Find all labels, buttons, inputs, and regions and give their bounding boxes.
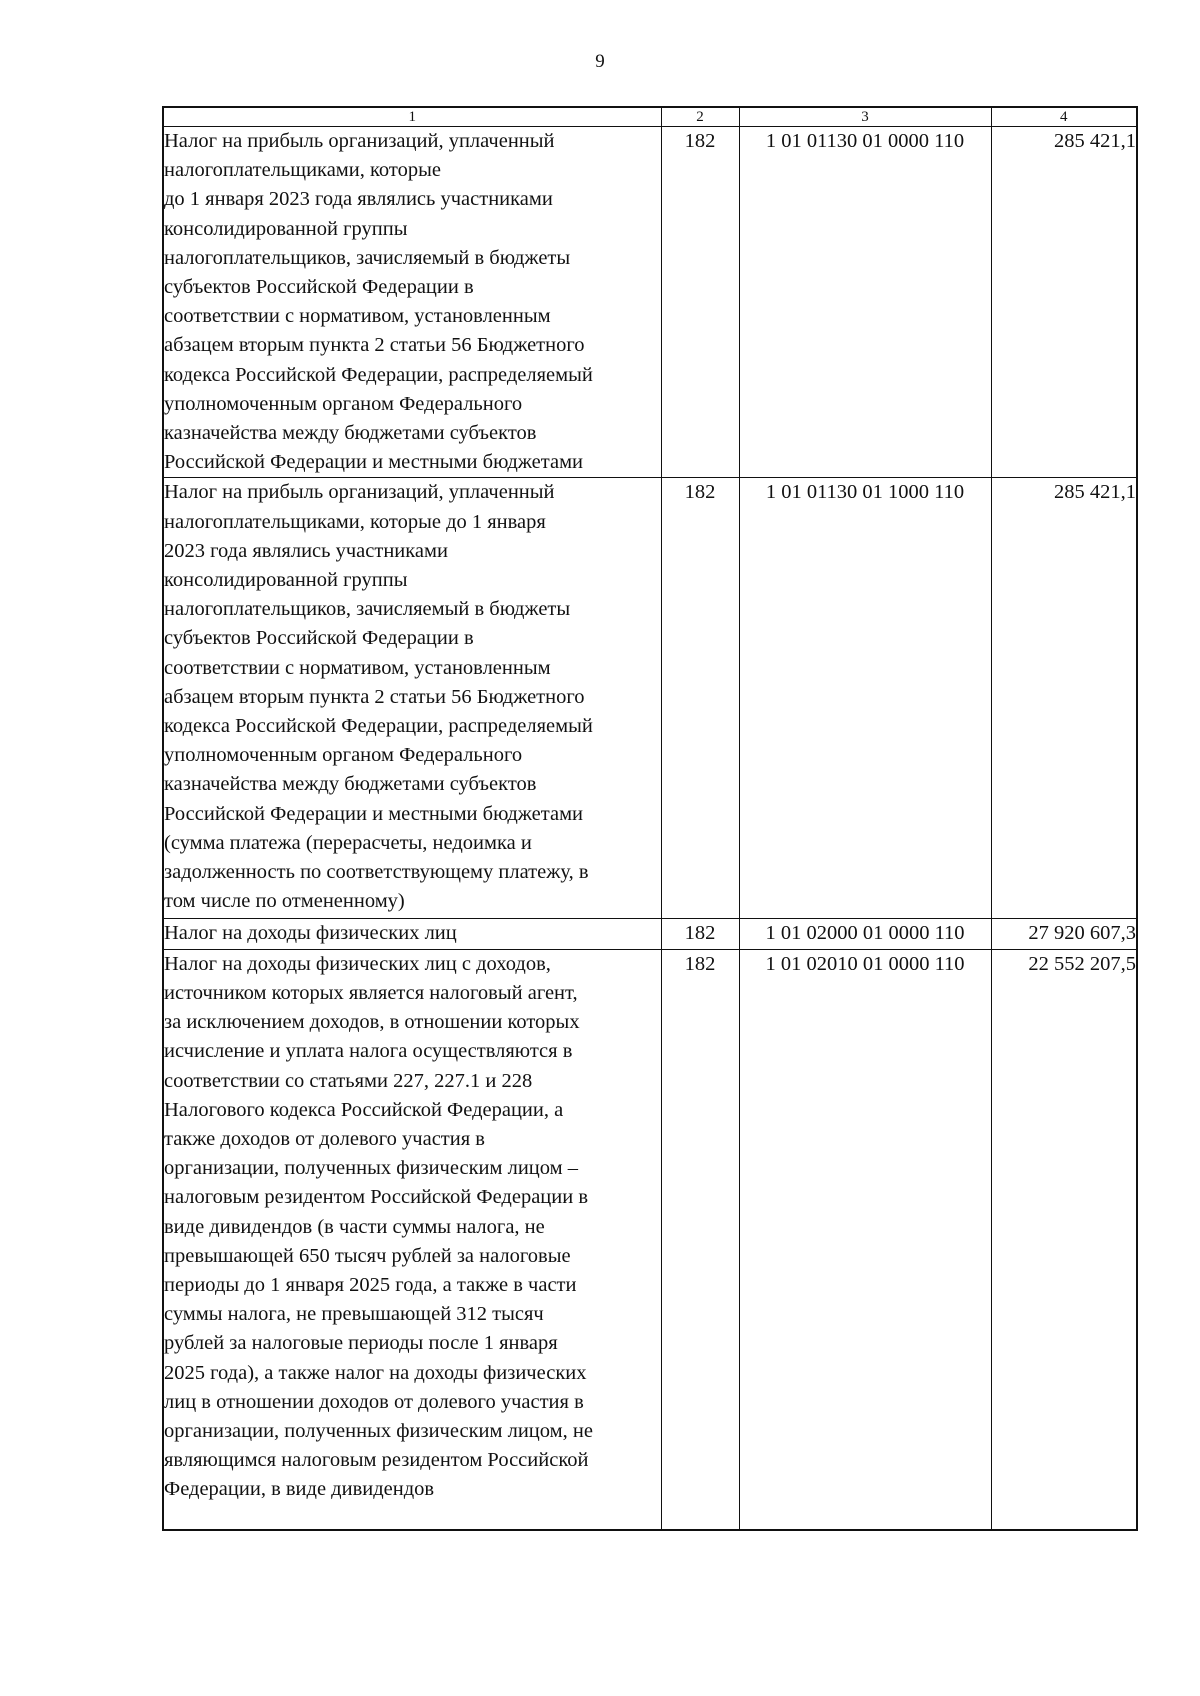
row-kbk: 1 01 02000 01 0000 110 [739, 919, 991, 949]
row-amount: 27 920 607,3 [991, 919, 1137, 949]
page-number: 9 [595, 51, 605, 72]
row-admin-code: 182 [661, 949, 739, 1529]
row-name: Налог на доходы физических лиц [163, 919, 661, 949]
row-kbk: 1 01 02010 01 0000 110 [739, 949, 991, 1529]
table-row [163, 919, 1137, 949]
row-admin-code: 182 [661, 127, 739, 478]
row-amount: 285 421,1 [991, 478, 1137, 919]
table-header-row [163, 107, 1137, 127]
header-col-amount: 4 [991, 107, 1137, 127]
row-name: Налог на доходы физических лиц с доходов, источником которых является налоговый агент, за исключением доходов, в отношении которых исчисление и уплата налога осуществляются в соответствии со статьями 227, 227.1 и 228 Налогового кодекса Российской Федерации, а также доходов от долевого участия в организации, полученных физическим лицом – налоговым резидентом Российской Федерации в виде дивидендов (в части суммы налога, не превышающей 650 тысяч рублей за налоговые периоды до 1 января 2025 года, а также в части суммы налога, не превышающей 312 тысяч рублей за налоговые периоды после 1 января 2025 года), а также налог на доходы физических лиц в отношении доходов от долевого участия в организации, полученных физическим лицом, не являющимся налоговым резидентом Российской Федерации, в виде дивидендов [163, 949, 661, 1529]
row-kbk: 1 01 01130 01 0000 110 [739, 127, 991, 478]
table-row [163, 127, 1137, 478]
header-col-kbk: 3 [739, 107, 991, 127]
table-row [163, 478, 1137, 919]
budget-revenue-table [162, 106, 1138, 1531]
row-name: Налог на прибыль организаций, уплаченный налогоплательщиками, которые до 1 января 2023 года являлись участниками консолидированной группы налогоплательщиков, зачисляемый в бюджеты субъектов Российской Федерации в соответствии с нормативом, установленным абзацем вторым пункта 2 статьи 56 Бюджетного кодекса Российской Федерации, распределяемый уполномоченным органом Федерального казначейства между бюджетами субъектов Российской Федерации и местными бюджетами (сумма платежа (перерасчеты, недоимка и задолженность по соответствующему платежу, в том числе по отмененному) [163, 478, 661, 919]
table-row [163, 949, 1137, 1529]
row-amount: 22 552 207,5 [991, 949, 1137, 1529]
row-admin-code: 182 [661, 478, 739, 919]
header-col-admin-code: 2 [661, 107, 739, 127]
row-kbk: 1 01 01130 01 1000 110 [739, 478, 991, 919]
row-amount: 285 421,1 [991, 127, 1137, 478]
row-admin-code: 182 [661, 919, 739, 949]
header-col-name: 1 [163, 107, 661, 127]
row-name: Налог на прибыль организаций, уплаченный налогоплательщиками, которые до 1 января 2023 года являлись участниками консолидированной группы налогоплательщиков, зачисляемый в бюджеты субъектов Российской Федерации в соответствии с нормативом, установленным абзацем вторым пункта 2 статьи 56 Бюджетного кодекса Российской Федерации, распределяемый уполномоченным органом Федерального казначейства между бюджетами субъектов Российской Федерации и местными бюджетами [163, 127, 661, 478]
